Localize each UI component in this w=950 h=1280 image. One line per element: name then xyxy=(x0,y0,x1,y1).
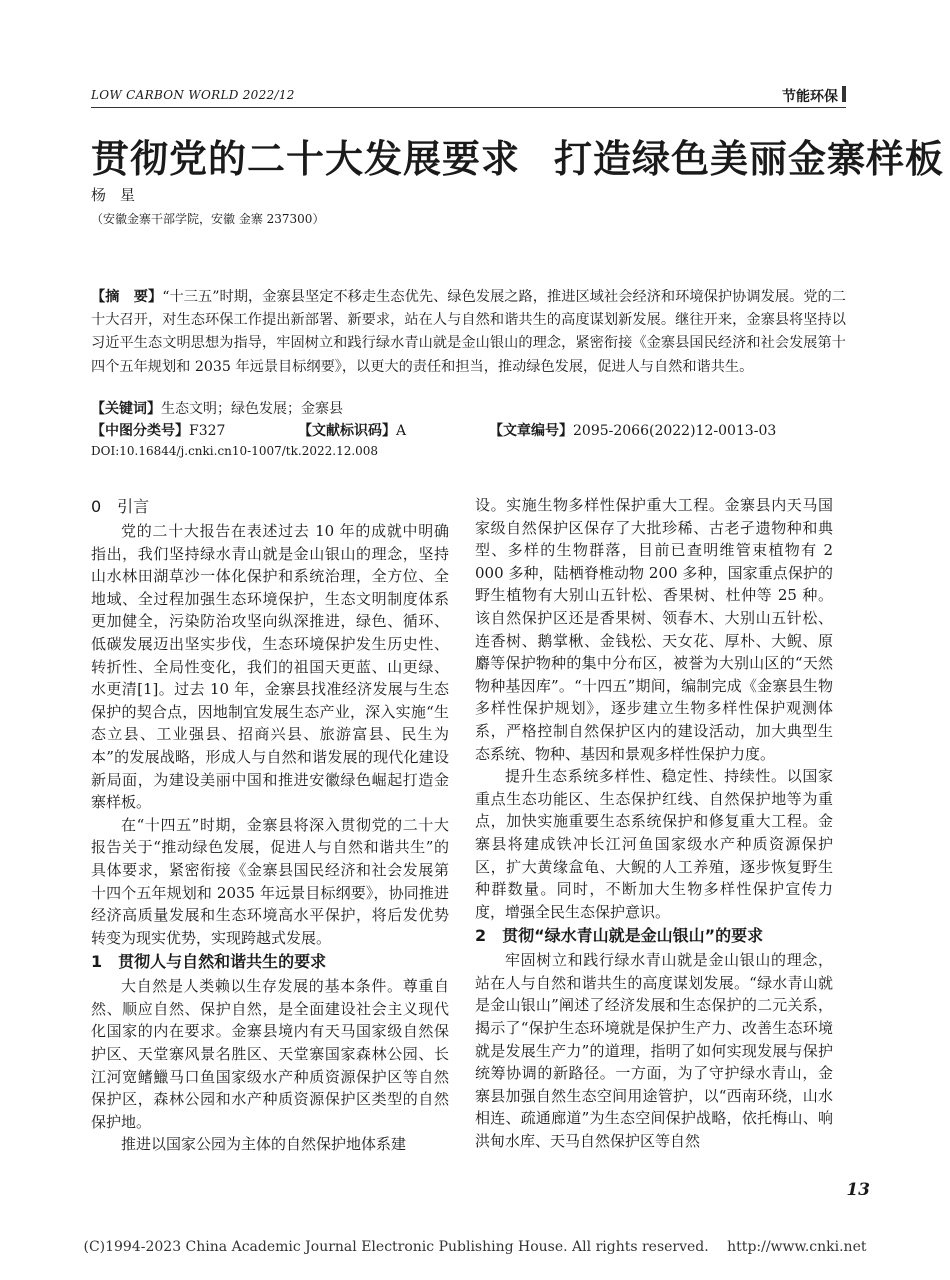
section-heading-1: 1 贯彻人与自然和谐共生的要求 xyxy=(91,952,327,972)
document-code xyxy=(298,420,406,440)
paragraph: 推进以国家公园为主体的自然保护地体系建 xyxy=(121,1135,407,1154)
doi: DOI:10.16844/j.cnki.cn10-1007/tk.2022.12.008 xyxy=(91,444,379,458)
article-number-value: 2095-2066(2022)12-0013-03 xyxy=(573,423,777,439)
author-name: 杨星 xyxy=(91,186,150,204)
paragraph: 党的二十大报告在表述过去 10 年的成就中明确指出，我们坚持绿水青山就是金山银山的理念，坚持山水林田湖草沙一体化保护和系统治理，全方位、全地域、全过程加强生态环境保护，生态文明制度体系更加健全，污染防治攻坚向纵深推进，绿色、循环、低碳发展迈出坚实步伐，生态环境保护发生历史性、转折性、全局性变化，我们的祖国天更蓝、山更绿、水更清[1]。过去 10 年，金寨县找准经济发展与生态保护的契合点，因地制宜发展生态产业，深入实施“生态立县、工业强县、招商兴县、旅游富县、民生为本”的发展战略，形成人与自然和谐发展的现代化建设新局面，为建设美丽中国和推进安徽绿色崛起打造金寨样板。 xyxy=(91,522,449,812)
article-title xyxy=(91,128,944,183)
clc-label: 【中图分类号】 xyxy=(91,423,189,439)
section-heading-2: 2 贯彻“绿水青山就是金山银山”的要求 xyxy=(475,926,764,946)
article-title-part2: 打造绿色美丽金寨样板 xyxy=(554,137,945,181)
document-code-value: A xyxy=(396,423,407,439)
article-number-label: 【文章编号】 xyxy=(489,423,573,439)
paragraph: 在“十四五”时期，金寨县将深入贯彻党的二十大报告关于“推动绿色发展，促进人与自然和谐共生”的具体要求，紧密衔接《金寨县国民经济和社会发展第十四个五年规划和 2035 年远景目标纲要》，协同推进经济高质量发展和生态环境高水平保护，将后发优势转变为现实优势，实现跨越式发展。 xyxy=(91,815,449,947)
document-code-label: 【文献标识码】 xyxy=(298,423,396,439)
keywords xyxy=(91,398,343,418)
paragraph: 设。实施生物多样性保护重大工程。金寨县内天马国家级自然保护区保存了大批珍稀、古老孑遗物种和典型、多样的生物群落，目前已查明维管束植物有 2 000 多种，陆栖脊椎动物 200 多种，国家重点保护的野生植物有大别山五针松、香果树、杜仲等 25 种。该自然保护区还是香果树、领春木、大别山五针松、连香树、鹅掌楸、金钱松、天女花、厚朴、大鲵、原麝等保护物种的集中分布区，被誉为大别山区的“天然物种基因库”。“十四五”期间，编制完成《金寨县生物多样性保护规划》，逐步建立生物多样性保护观测体系，严格控制自然保护区内的建设活动，加大典型生态系统、物种、基因和景观多样性保护力度。 xyxy=(475,496,833,763)
abstract-label: 【摘 要】 xyxy=(91,289,163,305)
body-right-column xyxy=(475,494,833,1153)
clc-number xyxy=(91,420,225,440)
body-left-column xyxy=(91,494,449,1156)
journal-running-header: LOW CARBON WORLD 2022/12 xyxy=(91,88,295,102)
section-heading-intro: 0 引言 xyxy=(91,497,150,516)
author-affiliation: （安徽金寨干部学院，安徽 金寨 237300） xyxy=(91,212,325,226)
paragraph: 提升生态系统多样性、稳定性、持续性。以国家重点生态功能区、生态保护红线、自然保护地等为重点，加快实施重要生态系统保护和修复重大工程。金寨县将建成铁冲长江河鱼国家级水产种质资源保护区，扩大黄缘盒龟、大鲵的人工养殖，逐步恢复野生种群数量。同时，不断加大生物多样性保护宣传力度，增强全民生态保护意识。 xyxy=(475,767,833,921)
copyright-notice: (C)1994-2023 China Academic Journal Electronic Publishing House. All rights reserved. http://www.cnki.net xyxy=(83,1239,867,1255)
keywords-label: 【关键词】 xyxy=(91,401,161,417)
page-number: 13 xyxy=(846,1180,870,1200)
keywords-text: 生态文明；绿色发展；金寨县 xyxy=(161,401,343,417)
paragraph: 牢固树立和践行绿水青山就是金山银山的理念，站在人与自然和谐共生的高度谋划发展。“绿水青山就是金山银山”阐述了经济发展和生态保护的二元关系，揭示了“保护生态环境就是保护生产力、改善生态环境就是发展生产力”的道理，指明了如何实现发展与保护统筹协调的新路径。一方面，为了守护绿水青山，金寨县加强自然生态空间用途管护，以“西南环绕，山水相连、疏通廊道”为生态空间保护战略，依托梅山、响洪甸水库、天马自然保护区等自然 xyxy=(475,951,833,1151)
clc-value: F327 xyxy=(189,423,226,439)
abstract-text: “十三五”时期，金寨县坚定不移走生态优先、绿色发展之路，推进区域社会经济和环境保护协调发展。党的二十大召开，对生态环保工作提出新部署、新要求，站在人与自然和谐共生的高度谋划新发展。继往开来，金寨县将坚持以习近平生态文明思想为指导，牢固树立和践行绿水青山就是金山银山的理念，紧密衔接《金寨县国民经济和社会发展第十四个五年规划和 2035 年远景目标纲要》，以更大的责任和担当，推动绿色发展，促进人与自然和谐共生。 xyxy=(91,289,846,375)
header-bar-decoration xyxy=(842,86,846,102)
article-number xyxy=(489,420,776,440)
section-label: 节能环保 xyxy=(782,89,838,105)
abstract xyxy=(91,286,846,379)
header-divider xyxy=(91,107,846,108)
paragraph: 大自然是人类赖以生存发展的基本条件。尊重自然、顺应自然、保护自然，是全面建设社会主义现代化国家的内在要求。金寨县境内有天马国家级自然保护区、天堂寨风景名胜区、天堂寨国家森林公园、长江河宽鳍鱲马口鱼国家级水产种质资源保护区等自然保护区，森林公园和水产种质资源保护区类型的自然保护地。 xyxy=(91,977,449,1131)
article-title-part1: 贯彻党的二十大发展要求 xyxy=(91,137,521,181)
